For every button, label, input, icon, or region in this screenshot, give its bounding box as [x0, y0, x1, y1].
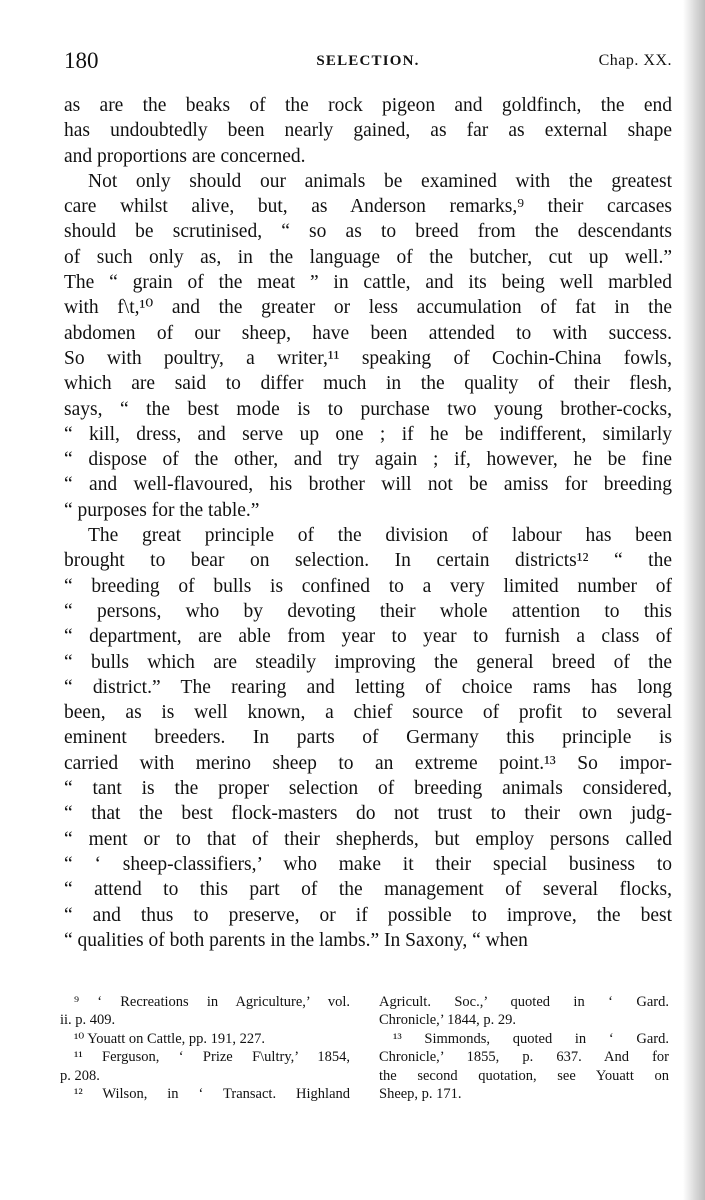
footnote-line: ⁹ ‘ Recreations in Agriculture,’ vol. — [74, 994, 350, 1010]
text-line: “ department, are able from year to year to furnish a class of — [64, 626, 672, 648]
footnote-line: Sheep, p. 171. — [379, 1085, 462, 1102]
text-line: abdomen of our sheep, have been attended to with success. — [64, 322, 672, 344]
text-line: been, as is well known, a chief source of profit to several — [64, 702, 672, 724]
text-line: “ ment or to that of their shepherds, but employ persons called — [64, 828, 672, 850]
text-line: “ dispose of the other, and try again ; if, however, he be fine — [64, 449, 672, 471]
text-line: and proportions are concerned. — [64, 145, 306, 167]
text-line: “ and thus to preserve, or if possible to improve, the best — [64, 904, 672, 926]
body-text — [64, 93, 672, 953]
text-line: The “ grain of the meat ” in cattle, and its being well marbled — [64, 272, 672, 294]
text-line: has undoubtedly been nearly gained, as far as external shape — [64, 120, 672, 142]
text-line: “ breeding of bulls is confined to a very limited number of — [64, 575, 672, 597]
text-line: So with poultry, a writer,¹¹ speaking of Cochin-China fowls, — [64, 347, 672, 369]
footnotes-right-column — [379, 993, 669, 1103]
text-line: carried with merino sheep to an extreme point.¹³ So impor- — [64, 752, 672, 774]
text-line: “ tant is the proper selection of breeding animals considered, — [64, 778, 672, 800]
text-line: which are said to differ much in the quality of their flesh, — [64, 373, 672, 395]
chapter-label: Chap. XX. — [598, 52, 672, 69]
footnote-line: the second quotation, see Youatt on — [379, 1067, 669, 1084]
page-header — [64, 48, 672, 74]
text-line: as are the beaks of the rock pigeon and goldfinch, the end — [64, 95, 672, 116]
text-line: “ ‘ sheep-classifiers,’ who make it their special business to — [64, 853, 672, 875]
text-line: eminent breeders. In parts of Germany this principle is — [64, 727, 672, 749]
text-line: should be scrutinised, “ so as to breed from the descendants — [64, 221, 672, 243]
text-line: of such only as, in the language of the butcher, cut up well.” — [64, 246, 672, 268]
text-line: brought to bear on selection. In certain districts¹² “ the — [64, 550, 672, 572]
text-line: with f\t,¹⁰ and the greater or less accumulation of fat in the — [64, 297, 672, 319]
text-line: “ district.” The rearing and letting of choice rams has long — [64, 676, 672, 698]
footnote-line: ¹² Wilson, in ‘ Transact. Highland — [74, 1085, 350, 1102]
text-line: “ kill, dress, and serve up one ; if he be indifferent, similarly — [64, 423, 672, 445]
footnote-line: Agricult. Soc.,’ quoted in ‘ Gard. — [379, 994, 669, 1010]
text-line: “ qualities of both parents in the lambs.” In Saxony, “ when — [64, 929, 528, 951]
footnote-line: p. 208. — [60, 1067, 100, 1084]
footnotes-left-column — [60, 993, 350, 1103]
text-line: “ purposes for the table.” — [64, 499, 260, 521]
footnote-line: ¹⁰ Youatt on Cattle, pp. 191, 227. — [74, 1030, 266, 1047]
page-number: 180 — [64, 48, 99, 73]
footnote-line: Chronicle,’ 1844, p. 29. — [379, 1012, 517, 1029]
footnote-line: Chronicle,’ 1855, p. 637. And for — [379, 1049, 669, 1066]
text-line: “ persons, who by devoting their whole attention to this — [64, 600, 672, 622]
text-line: care whilst alive, but, as Anderson remarks,⁹ their carcases — [64, 196, 672, 218]
footnote-line: ¹¹ Ferguson, ‘ Prize F\ultry,’ 1854, — [74, 1049, 350, 1066]
text-line: “ and well-flavoured, his brother will not be amiss for breeding — [64, 474, 672, 496]
text-line: “ bulls which are steadily improving the general breed of the — [64, 651, 672, 673]
text-line: “ attend to this part of the management of several flocks, — [64, 879, 672, 901]
book-spine-shadow — [683, 0, 705, 1200]
running-title: SELECTION. — [316, 53, 420, 69]
text-line: “ that the best flock-masters do not trust to their own judg- — [64, 803, 672, 825]
text-line: says, “ the best mode is to purchase two young brother-cocks, — [64, 398, 672, 420]
footnote-line: ii. p. 409. — [60, 1012, 116, 1029]
text-line: Not only should our animals be examined with the greatest — [88, 170, 672, 192]
text-line: The great principle of the division of labour has been — [88, 525, 672, 547]
footnote-line: ¹³ Simmonds, quoted in ‘ Gard. — [393, 1030, 669, 1047]
